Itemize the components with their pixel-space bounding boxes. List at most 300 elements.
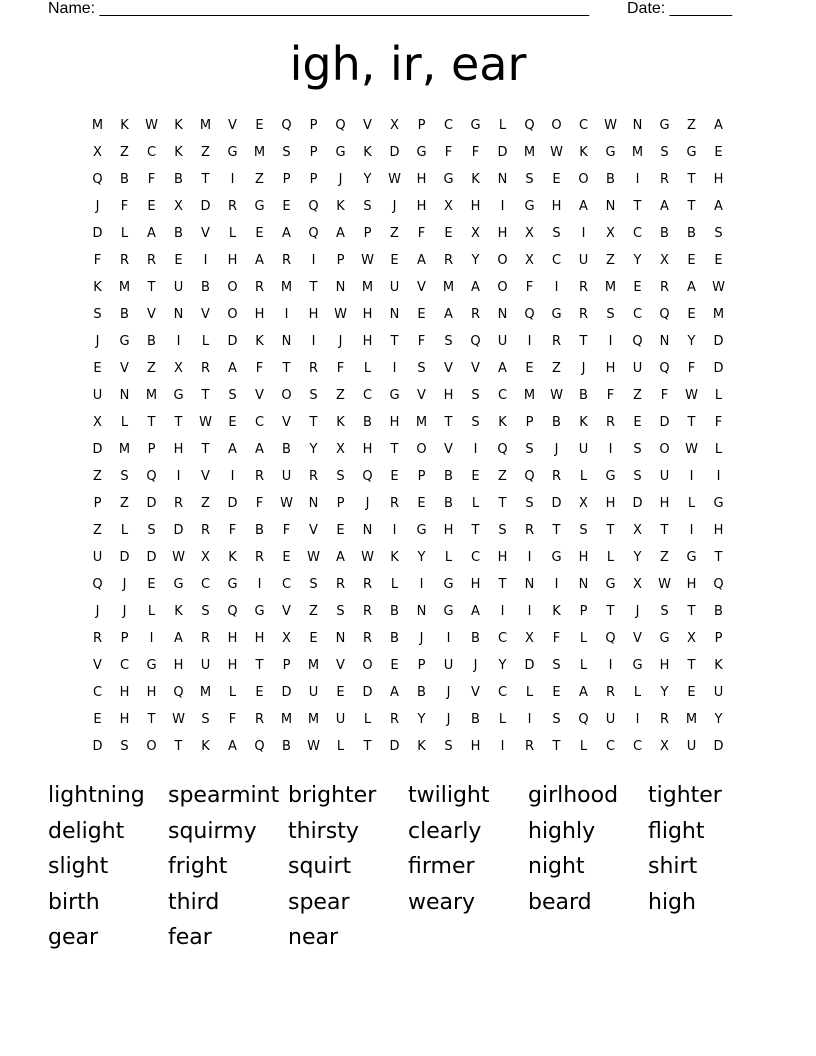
grid-letter: N xyxy=(335,631,346,646)
grid-letter: K xyxy=(201,739,210,754)
grid-letter: G xyxy=(524,199,535,214)
grid-letter: H xyxy=(470,739,481,754)
grid-letter: M xyxy=(118,280,131,295)
word-bank-item: high xyxy=(648,889,696,915)
grid-letter: I xyxy=(500,199,505,214)
grid-letter: C xyxy=(497,631,508,646)
grid-letter: X xyxy=(687,631,696,646)
grid-letter: J xyxy=(338,334,343,349)
grid-letter: E xyxy=(687,253,696,268)
grid-letter: U xyxy=(578,253,589,268)
grid-letter: O xyxy=(281,388,292,403)
grid-letter: V xyxy=(120,361,129,376)
grid-letter: Q xyxy=(281,118,292,133)
grid-letter: L xyxy=(228,685,237,700)
grid-letter: I xyxy=(230,172,235,187)
grid-letter: F xyxy=(444,145,453,160)
grid-letter: T xyxy=(147,280,156,295)
grid-letter: I xyxy=(392,523,397,538)
grid-letter: T xyxy=(579,334,588,349)
grid-letter: S xyxy=(552,226,561,241)
grid-row xyxy=(84,166,732,193)
word-bank-item: slight xyxy=(48,854,109,879)
grid-letter: E xyxy=(552,172,561,187)
grid-letter: O xyxy=(551,118,562,133)
word-bank-item: near xyxy=(288,925,339,950)
grid-letter: Z xyxy=(633,388,642,403)
grid-letter: H xyxy=(227,631,238,646)
grid-letter: V xyxy=(201,469,210,484)
grid-letter: T xyxy=(174,739,183,754)
grid-letter: G xyxy=(416,523,427,538)
grid-letter: F xyxy=(282,523,291,538)
grid-letter: L xyxy=(228,226,237,241)
grid-letter: B xyxy=(282,739,291,754)
grid-letter: L xyxy=(498,118,507,133)
grid-letter: Z xyxy=(120,496,129,511)
grid-letter: C xyxy=(497,388,508,403)
grid-letter: I xyxy=(473,442,478,457)
grid-letter: E xyxy=(282,199,291,214)
grid-letter: G xyxy=(443,172,454,187)
grid-letter: Q xyxy=(146,469,157,484)
grid-letter: N xyxy=(389,307,400,322)
grid-letter: H xyxy=(470,199,481,214)
grid-letter: R xyxy=(308,361,319,376)
grid-letter: S xyxy=(201,712,210,727)
grid-letter: R xyxy=(362,631,373,646)
grid-letter: K xyxy=(174,604,183,619)
grid-letter: C xyxy=(632,307,643,322)
grid-letter: X xyxy=(633,523,642,538)
grid-letter: T xyxy=(498,577,507,592)
grid-letter: A xyxy=(228,739,237,754)
grid-letter: J xyxy=(473,658,478,673)
grid-letter: P xyxy=(525,415,534,430)
grid-letter: S xyxy=(471,415,480,430)
grid-letter: R xyxy=(200,361,211,376)
grid-row xyxy=(84,652,732,679)
grid-letter: H xyxy=(119,712,130,727)
grid-letter: N xyxy=(362,523,373,538)
grid-letter: K xyxy=(336,199,345,214)
grid-letter: B xyxy=(363,415,372,430)
grid-letter: X xyxy=(390,118,399,133)
grid-letter: R xyxy=(200,523,211,538)
grid-letter: S xyxy=(498,523,507,538)
grid-letter: M xyxy=(415,415,428,430)
grid-letter: U xyxy=(200,658,211,673)
grid-letter: D xyxy=(524,658,535,673)
grid-row xyxy=(84,382,732,409)
grid-letter: U xyxy=(335,712,346,727)
grid-letter: A xyxy=(228,442,237,457)
grid-letter: V xyxy=(336,658,345,673)
grid-letter: S xyxy=(444,739,453,754)
grid-letter: N xyxy=(416,604,427,619)
grid-letter: I xyxy=(608,658,613,673)
grid-letter: T xyxy=(201,172,210,187)
grid-letter: Q xyxy=(92,577,103,592)
grid-row xyxy=(84,706,732,733)
grid-letter: K xyxy=(579,415,588,430)
grid-letter: D xyxy=(227,334,238,349)
grid-letter: Q xyxy=(92,172,103,187)
grid-letter: E xyxy=(390,253,399,268)
grid-letter: T xyxy=(498,496,507,511)
grid-letter: F xyxy=(417,226,426,241)
word-bank-item: fear xyxy=(168,925,212,950)
grid-letter: P xyxy=(309,145,318,160)
grid-letter: T xyxy=(309,280,318,295)
grid-letter: U xyxy=(713,685,724,700)
grid-letter: N xyxy=(173,307,184,322)
grid-letter: C xyxy=(551,253,562,268)
grid-letter: L xyxy=(390,577,399,592)
grid-letter: F xyxy=(714,415,723,430)
grid-letter: G xyxy=(605,145,616,160)
grid-letter: D xyxy=(281,685,292,700)
grid-letter: S xyxy=(309,577,318,592)
grid-letter: G xyxy=(605,577,616,592)
grid-row xyxy=(84,328,732,355)
grid-letter: J xyxy=(581,361,586,376)
grid-letter: G xyxy=(335,145,346,160)
grid-letter: I xyxy=(419,577,424,592)
grid-letter: Y xyxy=(714,712,723,727)
grid-letter: D xyxy=(362,685,373,700)
grid-letter: L xyxy=(606,550,615,565)
grid-letter: K xyxy=(93,280,102,295)
grid-letter: J xyxy=(635,604,640,619)
grid-letter: E xyxy=(471,469,480,484)
grid-letter: K xyxy=(498,415,507,430)
grid-letter: U xyxy=(443,658,454,673)
grid-letter: G xyxy=(686,550,697,565)
grid-letter: T xyxy=(201,388,210,403)
grid-letter: Y xyxy=(471,253,480,268)
grid-letter: T xyxy=(660,523,669,538)
grid-row xyxy=(84,625,732,652)
grid-letter: C xyxy=(605,739,616,754)
grid-letter: Q xyxy=(578,712,589,727)
grid-letter: Z xyxy=(498,469,507,484)
grid-letter: G xyxy=(119,334,130,349)
grid-letter: W xyxy=(550,145,563,160)
grid-letter: R xyxy=(200,631,211,646)
grid-letter: B xyxy=(174,226,183,241)
grid-letter: I xyxy=(608,442,613,457)
grid-letter: M xyxy=(523,145,536,160)
grid-letter: I xyxy=(554,577,559,592)
grid-letter: C xyxy=(632,739,643,754)
grid-letter: E xyxy=(552,685,561,700)
grid-letter: Z xyxy=(147,361,156,376)
header-line xyxy=(48,0,748,20)
grid-letter: O xyxy=(416,442,427,457)
grid-letter: S xyxy=(228,388,237,403)
grid-letter: D xyxy=(389,145,400,160)
grid-letter: P xyxy=(714,631,723,646)
grid-letter: G xyxy=(389,388,400,403)
grid-letter: A xyxy=(444,307,453,322)
grid-letter: B xyxy=(255,523,264,538)
grid-letter: V xyxy=(444,442,453,457)
grid-letter: T xyxy=(309,415,318,430)
grid-letter: H xyxy=(443,388,454,403)
word-bank-item: flight xyxy=(648,818,705,844)
grid-letter: E xyxy=(525,361,534,376)
grid-letter: E xyxy=(633,280,642,295)
grid-letter: R xyxy=(254,712,265,727)
grid-letter: Q xyxy=(335,118,346,133)
grid-letter: Z xyxy=(201,496,210,511)
grid-letter: L xyxy=(714,442,723,457)
grid-letter: I xyxy=(581,226,586,241)
grid-letter: H xyxy=(227,658,238,673)
grid-letter: R xyxy=(551,469,562,484)
word-bank-item: squirmy xyxy=(168,818,257,844)
grid-letter: R xyxy=(254,280,265,295)
grid-letter: D xyxy=(713,361,724,376)
grid-letter: B xyxy=(471,631,480,646)
grid-letter: I xyxy=(230,469,235,484)
grid-letter: A xyxy=(714,199,723,214)
grid-letter: P xyxy=(336,253,345,268)
grid-letter: I xyxy=(689,469,694,484)
grid-letter: G xyxy=(686,145,697,160)
grid-letter: S xyxy=(309,388,318,403)
grid-letter: F xyxy=(336,361,345,376)
grid-letter: T xyxy=(444,415,453,430)
grid-letter: R xyxy=(659,712,670,727)
grid-letter: B xyxy=(687,226,696,241)
grid-letter: H xyxy=(551,199,562,214)
grid-letter: H xyxy=(119,685,130,700)
grid-letter: H xyxy=(146,685,157,700)
grid-letter: K xyxy=(471,172,480,187)
word-bank-item: girlhood xyxy=(528,783,619,808)
grid-letter: L xyxy=(525,685,534,700)
grid-letter: N xyxy=(497,307,508,322)
grid-letter: F xyxy=(660,388,669,403)
grid-letter: S xyxy=(552,712,561,727)
grid-letter: H xyxy=(416,199,427,214)
grid-letter: K xyxy=(174,145,183,160)
grid-letter: V xyxy=(201,307,210,322)
grid-letter: C xyxy=(119,658,130,673)
grid-letter: S xyxy=(633,442,642,457)
word-bank-item: weary xyxy=(408,889,476,915)
grid-letter: S xyxy=(336,604,345,619)
grid-letter: P xyxy=(147,442,156,457)
grid-letter: L xyxy=(471,496,480,511)
grid-letter: E xyxy=(714,253,723,268)
grid-letter: S xyxy=(714,226,723,241)
grid-letter: T xyxy=(390,442,399,457)
grid-letter: X xyxy=(93,145,102,160)
grid-letter: K xyxy=(579,145,588,160)
grid-letter: B xyxy=(120,172,129,187)
grid-letter: E xyxy=(147,577,156,592)
grid-letter: I xyxy=(176,469,181,484)
grid-letter: A xyxy=(714,118,723,133)
grid-letter: T xyxy=(147,415,156,430)
grid-letter: V xyxy=(633,631,642,646)
page-title: igh, ir, ear xyxy=(289,37,527,91)
grid-letter: Q xyxy=(713,577,724,592)
grid-letter: S xyxy=(579,523,588,538)
grid-letter: T xyxy=(174,415,183,430)
grid-letter: P xyxy=(417,118,426,133)
grid-letter: E xyxy=(417,496,426,511)
grid-letter: S xyxy=(471,388,480,403)
grid-letter: H xyxy=(389,415,400,430)
grid-letter: D xyxy=(227,496,238,511)
grid-row xyxy=(84,247,732,274)
grid-letter: P xyxy=(363,226,372,241)
grid-letter: A xyxy=(255,253,264,268)
grid-letter: D xyxy=(200,199,211,214)
grid-letter: I xyxy=(149,631,154,646)
grid-letter: D xyxy=(713,334,724,349)
grid-letter: F xyxy=(687,361,696,376)
grid-letter: T xyxy=(687,415,696,430)
grid-letter: T xyxy=(687,604,696,619)
grid-letter: Y xyxy=(417,550,426,565)
grid-letter: H xyxy=(254,307,265,322)
grid-letter: R xyxy=(659,172,670,187)
grid-letter: E xyxy=(390,469,399,484)
grid-letter: R xyxy=(389,712,400,727)
grid-letter: S xyxy=(525,496,534,511)
grid-letter: H xyxy=(659,496,670,511)
grid-letter: P xyxy=(309,118,318,133)
grid-letter: V xyxy=(471,361,480,376)
grid-letter: S xyxy=(120,739,129,754)
grid-letter: E xyxy=(255,226,264,241)
grid-row xyxy=(84,220,732,247)
grid-letter: E xyxy=(714,145,723,160)
grid-letter: E xyxy=(633,415,642,430)
grid-letter: I xyxy=(257,577,262,592)
grid-letter: D xyxy=(92,226,103,241)
grid-letter: M xyxy=(199,118,212,133)
grid-letter: L xyxy=(120,226,129,241)
grid-letter: U xyxy=(605,712,616,727)
grid-letter: M xyxy=(604,280,617,295)
grid-letter: Y xyxy=(309,442,318,457)
grid-letter: G xyxy=(659,631,670,646)
grid-letter: F xyxy=(417,334,426,349)
grid-letter: O xyxy=(497,280,508,295)
grid-letter: S xyxy=(93,307,102,322)
grid-letter: R xyxy=(659,280,670,295)
grid-letter: X xyxy=(660,253,669,268)
grid-letter: K xyxy=(552,604,561,619)
word-bank-row xyxy=(48,778,768,814)
grid-letter: E xyxy=(687,307,696,322)
grid-letter: D xyxy=(146,550,157,565)
grid-letter: G xyxy=(254,604,265,619)
grid-letter: V xyxy=(417,388,426,403)
grid-letter: A xyxy=(147,226,156,241)
grid-letter: G xyxy=(551,550,562,565)
grid-letter: Q xyxy=(362,469,373,484)
grid-letter: H xyxy=(362,307,373,322)
word-bank-item: highly xyxy=(528,818,596,844)
grid-letter: N xyxy=(497,172,508,187)
grid-letter: T xyxy=(390,334,399,349)
grid-letter: R xyxy=(173,496,184,511)
grid-letter: Q xyxy=(308,226,319,241)
grid-letter: R xyxy=(254,469,265,484)
grid-letter: A xyxy=(471,604,480,619)
grid-letter: F xyxy=(228,712,237,727)
grid-letter: V xyxy=(228,118,237,133)
grid-letter: H xyxy=(578,550,589,565)
grid-letter: L xyxy=(120,415,129,430)
grid-letter: U xyxy=(92,388,103,403)
word-bank-item: night xyxy=(528,854,585,879)
grid-letter: X xyxy=(201,550,210,565)
grid-letter: I xyxy=(500,604,505,619)
grid-letter: S xyxy=(444,334,453,349)
word-bank-row xyxy=(48,849,768,885)
grid-letter: X xyxy=(525,253,534,268)
grid-letter: C xyxy=(578,118,589,133)
grid-letter: X xyxy=(579,496,588,511)
grid-letter: A xyxy=(336,226,345,241)
grid-letter: D xyxy=(146,496,157,511)
grid-letter: J xyxy=(554,442,559,457)
grid-row xyxy=(84,463,732,490)
grid-letter: G xyxy=(227,145,238,160)
grid-letter: B xyxy=(444,496,453,511)
grid-letter: L xyxy=(714,388,723,403)
grid-letter: T xyxy=(606,523,615,538)
grid-letter: G xyxy=(173,388,184,403)
word-bank-item: clearly xyxy=(408,818,482,844)
grid-letter: W xyxy=(685,388,698,403)
grid-letter: V xyxy=(282,415,291,430)
grid-letter: T xyxy=(552,523,561,538)
grid-row xyxy=(84,355,732,382)
grid-letter: N xyxy=(308,496,319,511)
grid-letter: E xyxy=(336,685,345,700)
grid-letter: B xyxy=(201,280,210,295)
grid-letter: A xyxy=(255,442,264,457)
grid-letter: W xyxy=(550,388,563,403)
grid-letter: X xyxy=(93,415,102,430)
grid-letter: A xyxy=(417,253,426,268)
grid-letter: J xyxy=(95,199,100,214)
grid-letter: D xyxy=(119,550,130,565)
grid-letter: R xyxy=(524,739,535,754)
word-bank-item: lightning xyxy=(48,783,145,808)
grid-row xyxy=(84,301,732,328)
grid-letter: T xyxy=(552,739,561,754)
word-bank-item: birth xyxy=(48,889,100,915)
grid-letter: J xyxy=(365,496,370,511)
grid-letter: Z xyxy=(120,145,129,160)
grid-letter: Z xyxy=(390,226,399,241)
grid-letter: S xyxy=(660,145,669,160)
grid-letter: J xyxy=(446,685,451,700)
word-bank-row xyxy=(48,885,768,921)
grid-letter: W xyxy=(307,550,320,565)
grid-letter: Z xyxy=(309,604,318,619)
